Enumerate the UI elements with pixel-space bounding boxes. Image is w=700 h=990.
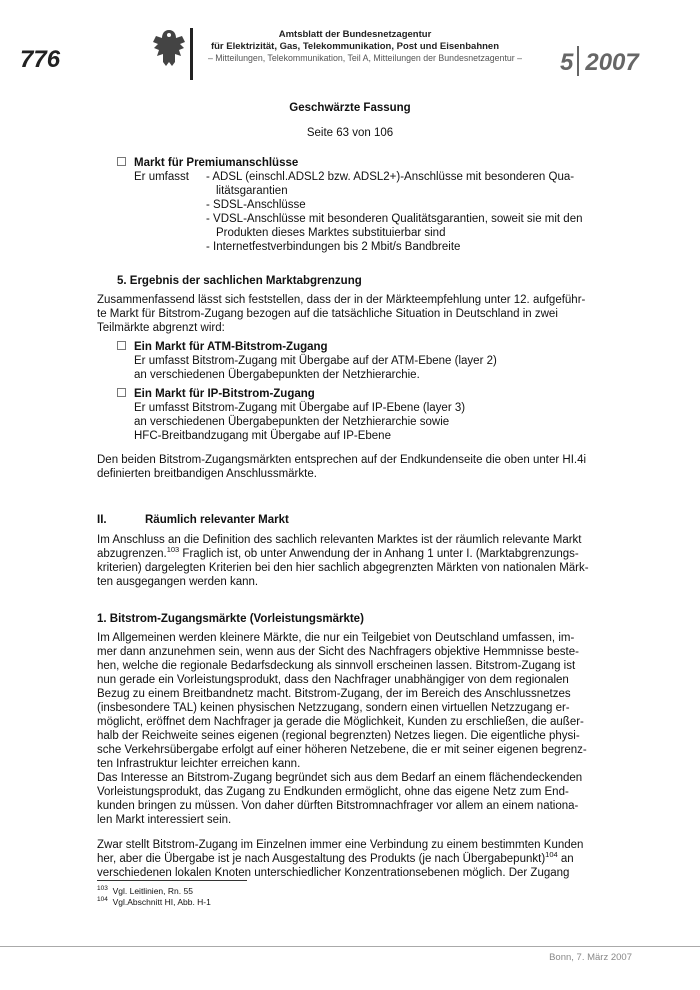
paragraph-line: Zwar stellt Bitstrom-Zugang im Einzelnen immer eine Verbindung zu einem bestimmten Kunden [97, 839, 584, 851]
footnote-ref: 104 [545, 850, 558, 860]
paragraph-line: halb der Reichweite seines eigenen (regional begrenzten) Netzes liegen. Die eigentliche physi- [97, 730, 580, 742]
atm-line: an verschiedenen Übergabepunkten der Netzhierarchie. [134, 369, 420, 381]
premium-item: - VDSL-Anschlüsse mit besonderen Qualitätsgarantien, soweit sie mit den [206, 213, 583, 225]
publisher-title: Amtsblatt der Bundesnetzagentur für Elektrizität, Gas, Telekommunikation, Post und Eisenbahnen [210, 29, 500, 52]
premium-market-heading: Markt für Premiumanschlüsse [117, 156, 298, 170]
page-info: Seite 63 von 106 [306, 127, 394, 139]
section-ii-number: II. [97, 514, 107, 526]
issue-label: 5 2007 [560, 46, 639, 77]
atm-market-heading: Ein Markt für ATM-Bitstrom-Zugang [117, 340, 328, 354]
paragraph-line: te Markt für Bitstrom-Zugang bezogen auf die tatsächliche Situation in Deutschland in zwei [97, 308, 558, 320]
footer-divider [0, 946, 700, 947]
paragraph-line: ten ausgegangen werden kann. [97, 576, 259, 588]
ip-line: Er umfasst Bitstrom-Zugang mit Übergabe auf IP-Ebene (layer 3) [134, 402, 466, 414]
document-title: Geschwärzte Fassung [289, 102, 411, 114]
footnote: $^{104}$ Vgl.Abschnitt HI, Abb. H-1 [97, 896, 211, 907]
ip-line: HFC-Breitbandzugang mit Übergabe auf IP-Ebene [134, 430, 391, 442]
checkbox-bullet-icon [117, 341, 126, 350]
paragraph-line: mer dann anzunehmen sein, wenn aus der Sicht des Nachfragers objektive Hemmnisse beste- [97, 646, 579, 658]
premium-item: litätsgarantien [216, 185, 288, 197]
paragraph-line: her, aber die Übergabe ist je nach Ausgestaltung des Produkts (je nach Übergabepunkt)$^{104}$ an [97, 850, 574, 865]
checkbox-bullet-icon [117, 157, 126, 166]
premium-lead: Er umfasst [134, 171, 189, 183]
page-number: 776 [20, 46, 61, 73]
paragraph-line: Im Allgemeinen werden kleinere Märkte, die nur ein Teilgebiet von Deutschland umfassen, im- [97, 632, 575, 644]
federal-eagle-icon [150, 26, 188, 70]
checkbox-bullet-icon [117, 388, 126, 397]
paragraph-line: Im Anschluss an die Definition des sachlich relevanten Marktes ist der räumlich relevante Markt [97, 534, 582, 546]
section-5-heading: 5. Ergebnis der sachlichen Marktabgrenzung [117, 275, 362, 287]
paragraph-line: Den beiden Bitstrom-Zugangsmärkten entsprechen auf der Endkundenseite die oben unter HI.4i [97, 454, 587, 466]
premium-item: - SDSL-Anschlüsse [206, 199, 306, 211]
footnote-divider [97, 880, 247, 881]
ip-line: an verschiedenen Übergabepunkten der Netzhierarchie sowie [134, 416, 450, 428]
footer-date: Bonn, 7. März 2007 [549, 952, 632, 963]
paragraph-line: Zusammenfassend lässt sich feststellen, dass der in der Märkteempfehlung unter 12. aufgeführ- [97, 294, 586, 306]
paragraph-line: nun gerade ein Vorleistungsprodukt, dass den Nachfrager unabhängiger von dem regionalen [97, 674, 569, 686]
premium-item: - ADSL (einschl.ADSL2 bzw. ADSL2+)-Anschlüsse mit besonderen Qua- [206, 171, 575, 183]
footnote: $^{103}$ Vgl. Leitlinien, Rn. 55 [97, 885, 193, 896]
ip-market-heading: Ein Markt für IP-Bitstrom-Zugang [117, 387, 315, 401]
paragraph-line: Vorleistungsprodukt, das Zugang zu Endkunden ermöglicht, ohne das eigene Netz zum End- [97, 786, 569, 798]
paragraph-line: Das Interesse an Bitstrom-Zugang begründet sich aus dem Bedarf an einem flächendeckenden [97, 772, 583, 784]
paragraph-line: abzugrenzen.$^{103}$ Fraglich ist, ob unter Anwendung der in Anhang 1 unter I. (Marktabgrenzungs- [97, 545, 579, 560]
bitstrom-heading: 1. Bitstrom-Zugangsmärkte (Vorleistungsmärkte) [97, 613, 364, 625]
paragraph-line: hen, welche die regionale Bedarfsdeckung als sinnvoll erscheinen lassen. Bitstrom-Zugang ist [97, 660, 576, 672]
paragraph-line: verschiedenen lokalen Knoten unterschiedlicher Konzentrationsebenen möglich. Der Zugang [97, 867, 570, 879]
paragraph-line: möglicht, eröffnet dem Nachfrager ja gerade die Möglichkeit, Kunden zu erschließen, die außer- [97, 716, 584, 728]
premium-item: Produkten dieses Marktes substituierbar sind [216, 227, 446, 239]
paragraph-line: kriterien) dargelegten Kriterien bei den hier sachlich abgegrenzten Märkten von nationalen Märk- [97, 562, 589, 574]
paragraph-line: definierten breitbandigen Anschlussmärkte. [97, 468, 317, 480]
paragraph-line: (insbesondere TAL) keinen physischen Netzzugang, sondern einen virtuellen Netzzugang er- [97, 702, 570, 714]
paragraph-line: ten Infrastruktur leichter erreichen kann. [97, 758, 301, 770]
header-divider [190, 28, 193, 80]
atm-line: Er umfasst Bitstrom-Zugang mit Übergabe auf der ATM-Ebene (layer 2) [134, 355, 497, 367]
paragraph-line: sche Verkehrsübergabe erfolgt auf einer höheren Netzebene, die er mit seiner eigenen begrenz- [97, 744, 587, 756]
paragraph-line: len Markt interessiert sein. [97, 814, 232, 826]
paragraph-line: kunden bringen zu müssen. Von daher dürften Bitstromnachfrager vor allem an einem nationa- [97, 800, 579, 812]
premium-item: - Internetfestverbindungen bis 2 Mbit/s Bandbreite [206, 241, 461, 253]
section-ii-heading: Räumlich relevanter Markt [145, 514, 289, 526]
footnote-ref: 103 [166, 545, 180, 555]
publisher-subline: – Mitteilungen, Telekommunikation, Teil A, Mitteilungen der Bundesnetzagentur – [207, 53, 523, 63]
paragraph-line: Teilmärkte abgrenzt wird: [97, 322, 225, 334]
paragraph-line: Bezug zu einem Breitbandnetz macht. Bitstrom-Zugang, der im Bereich des Anschlussnetzes [97, 688, 571, 700]
